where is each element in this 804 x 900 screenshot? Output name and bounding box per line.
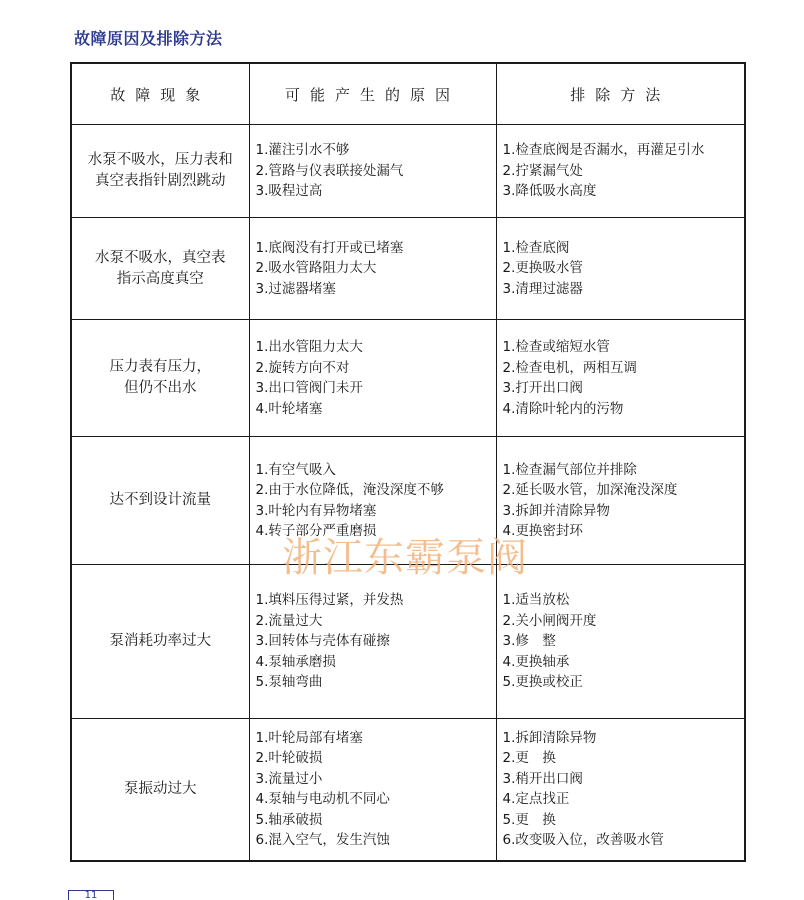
cause-item: 3.回转体与壳体有碰擦: [255, 633, 390, 650]
remedy-item: 4.更换密封环: [502, 523, 583, 539]
symptom-line: 压力表有压力，: [109, 359, 211, 375]
remedy-item: 2.拧紧漏气处: [502, 162, 583, 179]
page-number: 11: [68, 890, 114, 900]
table-row: [71, 218, 745, 320]
remedy-item: 2.检查电机，两相互调: [502, 359, 637, 376]
cause-item: 2.旋转方向不对: [255, 359, 350, 376]
symptom-line: 水泵不吸水，真空表: [95, 249, 226, 266]
causes-cell: [249, 125, 496, 218]
symptom-line: 水泵不吸水，压力表和: [87, 152, 233, 168]
remedies-cell: [496, 719, 745, 861]
cause-item: 4.叶轮堵塞: [255, 400, 323, 417]
remedy-item: 2.更换吸水管: [502, 260, 583, 277]
cause-item: 2.吸水管路阻力太大: [255, 260, 377, 277]
cause-item: 4.转子部分严重磨损: [255, 523, 377, 539]
symptom-cell: [71, 218, 249, 320]
cause-item: 3.过滤器堵塞: [255, 280, 336, 297]
remedy-item: 2.延长吸水管，加深淹没深度: [502, 482, 678, 498]
cause-item: 5.泵轴弯曲: [255, 674, 323, 691]
remedies-cell: [496, 565, 745, 719]
remedy-item: 3.拆卸并清除异物: [502, 502, 610, 519]
causes-cell: [249, 320, 496, 437]
cause-item: 1.填料压得过紧，并发热: [255, 592, 404, 609]
remedy-item: 1.检查底阀: [502, 239, 570, 256]
header-remedies: 排除方法: [496, 63, 745, 125]
causes-cell: [249, 719, 496, 861]
remedy-item: 1.拆卸清除异物: [502, 729, 597, 746]
cause-item: 1.底阀没有打开或已堵塞: [255, 239, 404, 256]
symptom-cell: [71, 437, 249, 565]
remedy-item: 2.更 换: [502, 750, 556, 767]
symptom-line: 指示高度真空: [116, 270, 204, 287]
cause-item: 3.吸程过高: [255, 183, 323, 200]
table-row: [71, 565, 745, 719]
remedy-item: 3.稍开出口阀: [502, 770, 583, 787]
table-row: [71, 437, 745, 565]
remedy-item: 4.更换轴承: [502, 653, 570, 670]
remedy-item: 1.检查漏气部位并排除: [502, 461, 637, 478]
cause-item: 4.泵轴承磨损: [255, 653, 336, 670]
header-symptom: 故障现象: [71, 63, 249, 125]
fault-table: [70, 62, 746, 862]
cause-item: 3.流量过小: [255, 770, 323, 787]
remedy-item: 1.检查或缩短水管: [502, 339, 610, 355]
remedy-item: 4.定点找正: [502, 791, 570, 808]
table-row: [71, 320, 745, 437]
symptom-line: 真空表指针剧烈跳动: [95, 173, 226, 189]
remedy-item: 3.降低吸水高度: [502, 183, 597, 200]
cause-item: 5.轴承破损: [255, 811, 323, 828]
remedy-item: 3.打开出口阀: [502, 380, 583, 396]
remedy-item: 5.更换或校正: [502, 674, 583, 691]
remedies-cell: [496, 125, 745, 218]
remedy-item: 3.清理过滤器: [502, 280, 583, 297]
cause-item: 3.出口管阀门未开: [255, 380, 363, 396]
cause-item: 2.流量过大: [255, 612, 323, 629]
symptom-cell: [71, 719, 249, 861]
watermark: 浙江东霸泵阀: [282, 535, 528, 581]
cause-item: 1.有空气吸入: [255, 461, 336, 478]
remedy-item: 5.更 换: [502, 811, 556, 828]
symptom-line: 但仍不出水: [124, 380, 197, 396]
cause-item: 2.由于水位降低，淹没深度不够: [255, 482, 444, 498]
remedy-item: 6.改变吸入位，改善吸水管: [502, 832, 664, 849]
remedy-item: 4.清除叶轮内的污物: [502, 400, 624, 417]
cause-item: 1.出水管阻力太大: [255, 339, 363, 355]
causes-cell: [249, 437, 496, 565]
symptom-line: 泵消耗功率过大: [109, 633, 211, 649]
cause-item: 1.叶轮局部有堵塞: [255, 729, 363, 746]
remedies-cell: [496, 320, 745, 437]
cause-item: 4.泵轴与电动机不同心: [255, 791, 390, 808]
cause-item: 6.混入空气，发生汽蚀: [255, 832, 390, 849]
header-causes: 可能产生的原因: [249, 63, 496, 125]
cause-item: 2.叶轮破损: [255, 750, 323, 767]
causes-cell: [249, 218, 496, 320]
symptom-cell: [71, 125, 249, 218]
remedies-cell: [496, 437, 745, 565]
remedy-item: 1.检查底阀是否漏水，再灌足引水: [502, 142, 705, 159]
symptom-line: 达不到设计流量: [109, 492, 211, 508]
symptom-cell: [71, 565, 249, 719]
causes-cell: [249, 565, 496, 719]
symptom-line: 泵振动过大: [124, 780, 197, 797]
symptom-cell: [71, 320, 249, 437]
cause-item: 1.灌注引水不够: [255, 142, 350, 159]
page-title: 故障原因及排除方法: [74, 29, 223, 48]
remedy-item: 2.关小闸阀开度: [502, 612, 597, 629]
table-row: [71, 719, 745, 861]
remedies-cell: [496, 218, 745, 320]
table-row: [71, 125, 745, 218]
remedy-item: 3.修 整: [502, 633, 556, 650]
cause-item: 2.管路与仪表联接处漏气: [255, 162, 404, 179]
cause-item: 3.叶轮内有异物堵塞: [255, 502, 377, 519]
remedy-item: 1.适当放松: [502, 592, 570, 609]
table-header-row: [71, 63, 745, 125]
